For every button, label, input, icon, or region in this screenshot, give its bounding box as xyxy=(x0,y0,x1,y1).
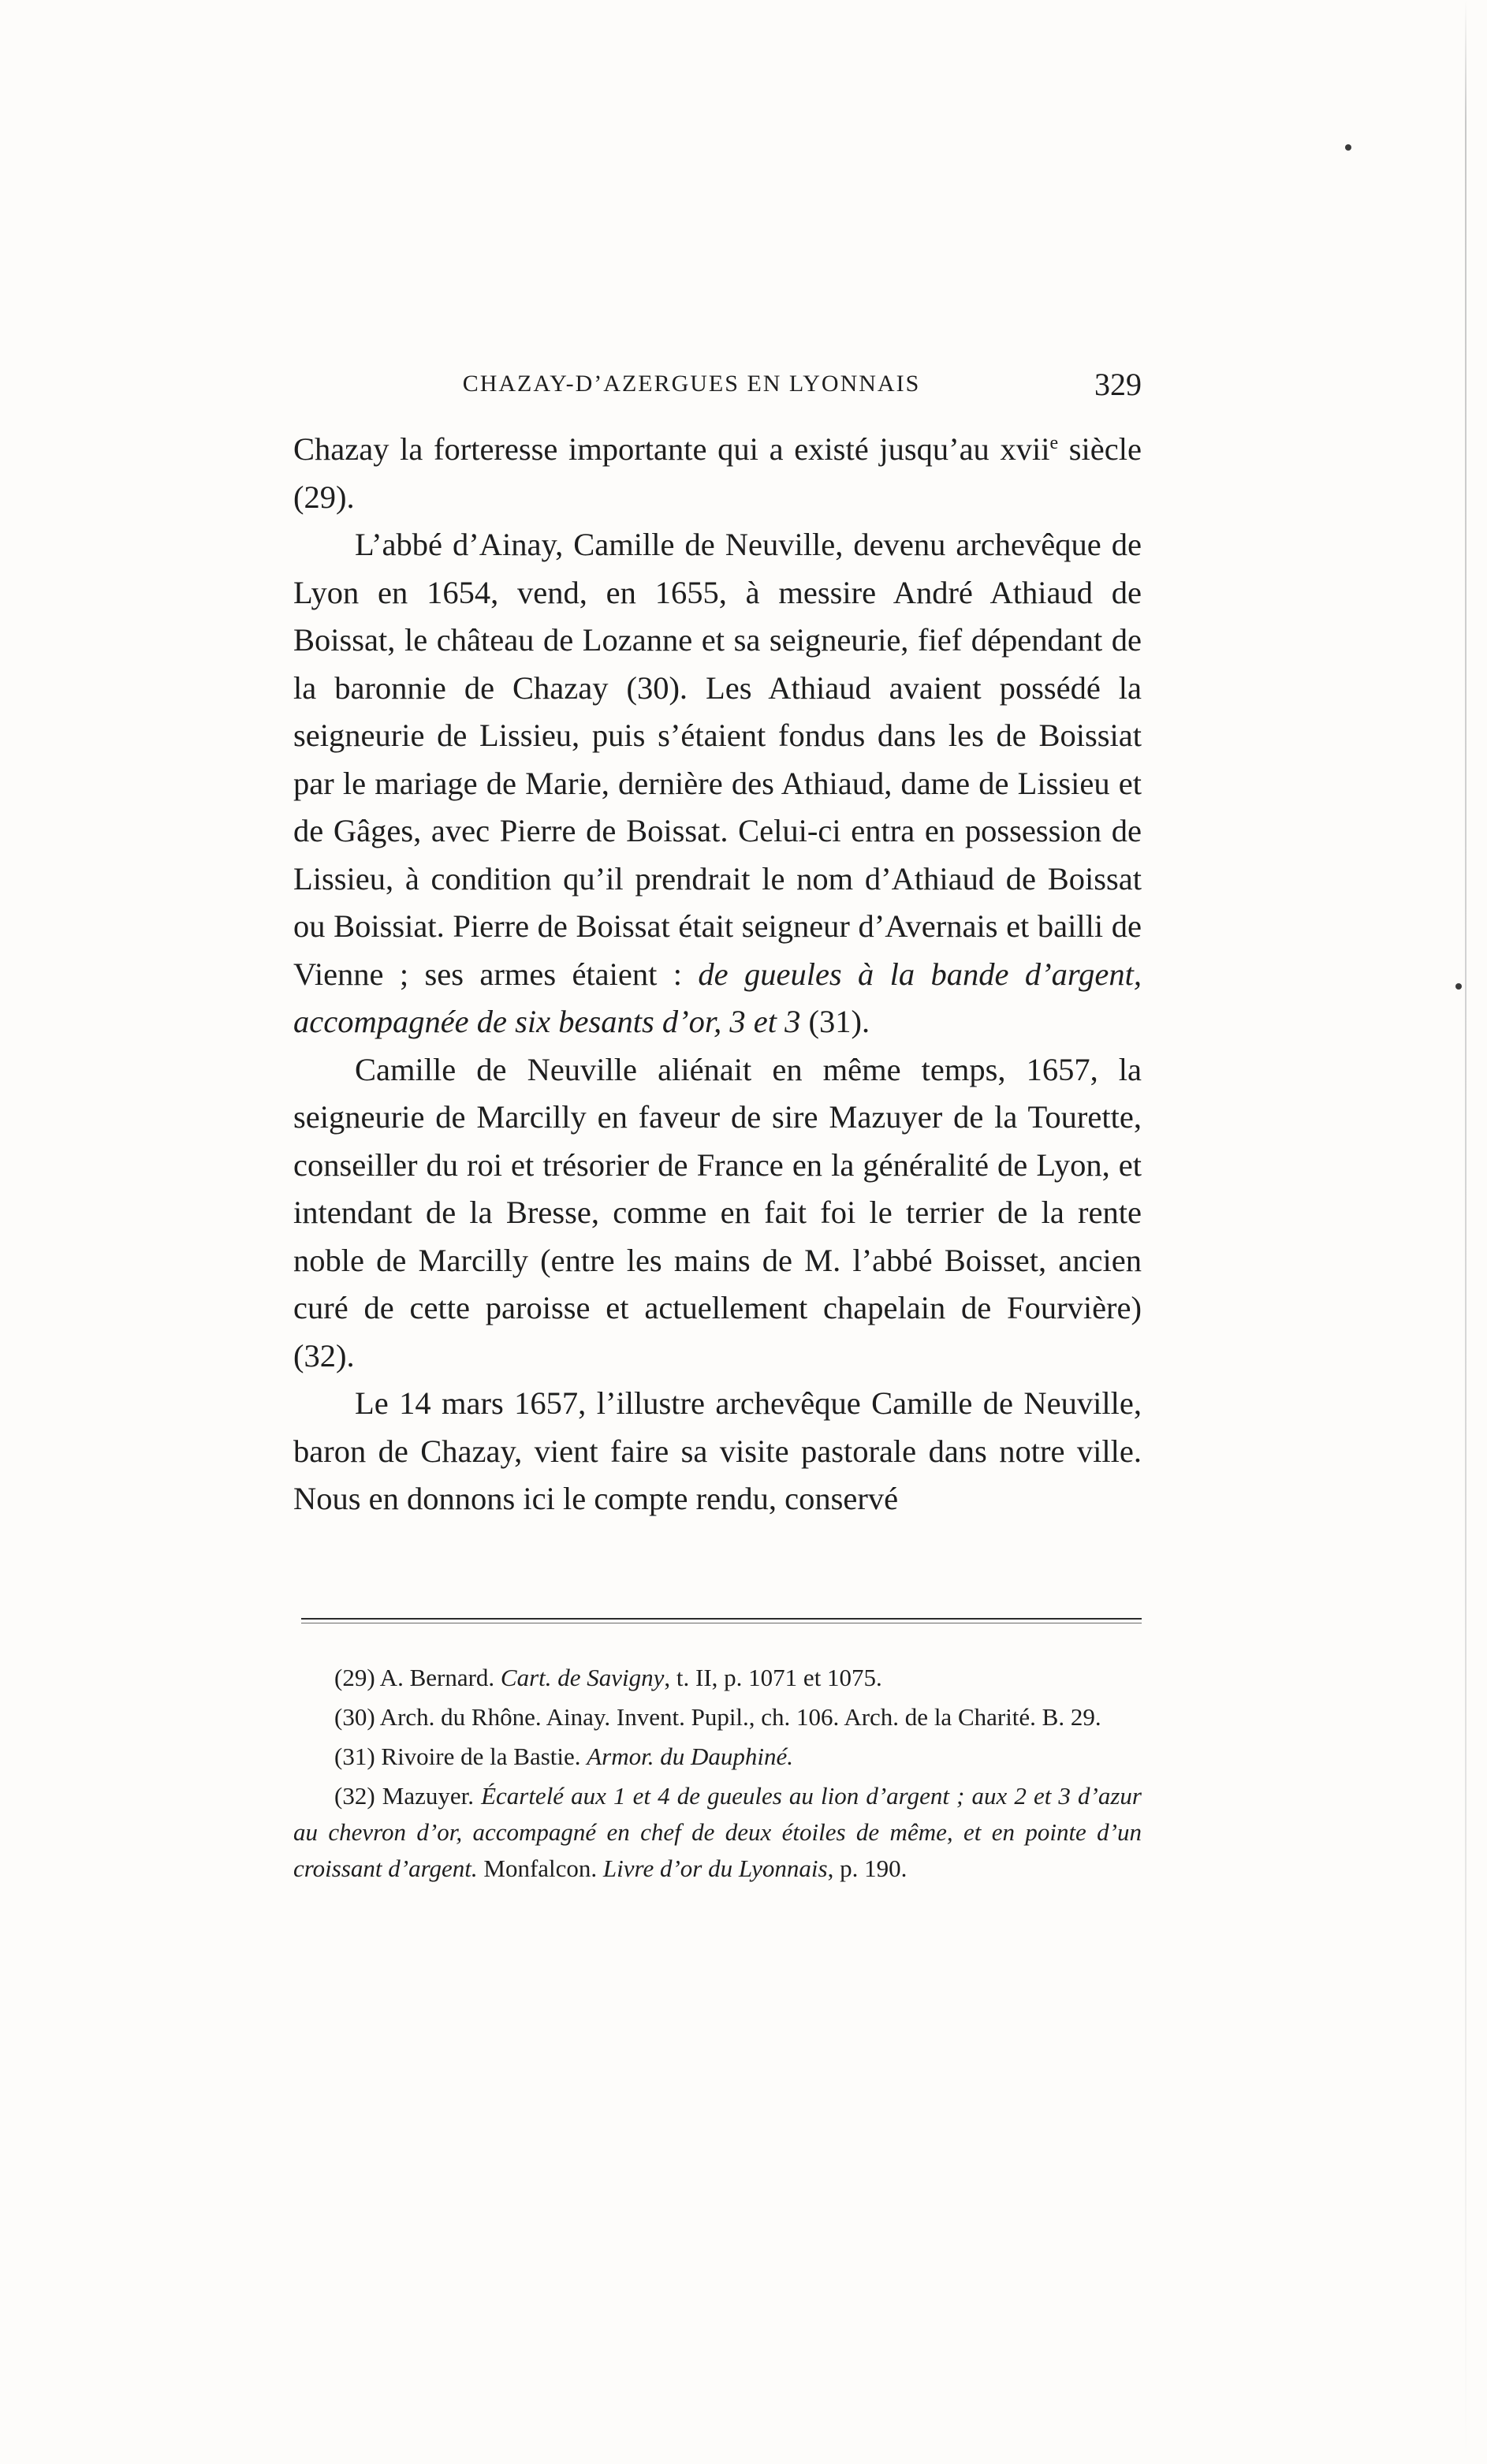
paragraph-1: Chazay la forteresse importante qui a existé jusqu’au xvii$^e$ siècle (29). xyxy=(293,431,1142,515)
blazon-boissat: de gueules à la bande d’argent, accompagnée de six besants d’or, 3 et 3 xyxy=(293,956,1142,1039)
running-head xyxy=(293,366,1142,413)
footnote-separator xyxy=(301,1618,1142,1620)
paragraph-3: Camille de Neuville aliénait en même temps, 1657, la seigneurie de Marcilly en faveur de sire Mazuyer de la Tourette, conseiller du roi et trésorier de France en la généralité de Lyon, et intendant de la Bresse, comme en fait foi le terrier de la rente noble de Marcilly (entre les mains de M. l’abbé Boisset, ancien curé de cette paroisse et actuellement chapelain de Fourvière) (32). xyxy=(293,1051,1142,1374)
scan-speck xyxy=(1345,144,1351,151)
running-title: CHAZAY-D’AZERGUES EN LYONNAIS xyxy=(462,371,921,397)
footnote-32: (32) Mazuyer. Écartelé aux 1 et 4 de gueules au lion d’argent ; aux 2 et 3 d’azur au chevron d’or, accompagné en chef de deux étoiles de même, et en pointe d’un croissant d’argent. Monfalcon. Livre d’or du Lyonnais, p. 190. xyxy=(293,1782,1142,1882)
footnote-30: (30) Arch. du Rhône. Ainay. Invent. Pupil., ch. 106. Arch. de la Charité. B. 29. xyxy=(334,1703,1101,1731)
superscript: e xyxy=(1049,433,1059,453)
page-number: 329 xyxy=(1094,367,1142,402)
paragraph-2: L’abbé d’Ainay, Camille de Neuville, devenu archevêque de Lyon en 1654, vend, en 1655, à messire André Athiaud de Boissat, le château de Lozanne et sa seigneurie, fief dépendant de la baronnie de Chazay (30). Les Athiaud avaient possédé la seigneurie de Lissieu, puis s’étaient fondus dans les de Boissiat par le mariage de Marie, dernière des Athiaud, dame de Lissieu et de Gâges, avec Pierre de Boissat. Celui-ci entra en possession de Lissieu, à condition qu’il prendrait le nom d’Athiaud de Boissat ou Boissiat. Pierre de Boissat était seigneur d’Avernais et bailli de Vienne ; ses armes étaient : de gueules à la bande d’argent, accompagnée de six besants d’or, 3 et 3 (31). xyxy=(293,527,1142,1039)
footnote-31: (31) Rivoire de la Bastie. Armor. du Dauphiné. xyxy=(334,1743,794,1770)
paragraph-4: Le 14 mars 1657, l’illustre archevêque Camille de Neuville, baron de Chazay, vient faire sa visite pastorale dans notre ville. Nous en donnons ici le compte rendu, conservé xyxy=(293,1385,1142,1516)
book-page xyxy=(293,0,1142,2464)
scan-speck xyxy=(1455,983,1462,990)
footnote-29: (29) A. Bernard. Cart. de Savigny, t. II, p. 1071 et 1075. xyxy=(334,1664,882,1691)
body-text xyxy=(293,426,1142,1523)
scan-edge-line xyxy=(1465,0,1467,2464)
footnotes xyxy=(293,1660,1142,1890)
